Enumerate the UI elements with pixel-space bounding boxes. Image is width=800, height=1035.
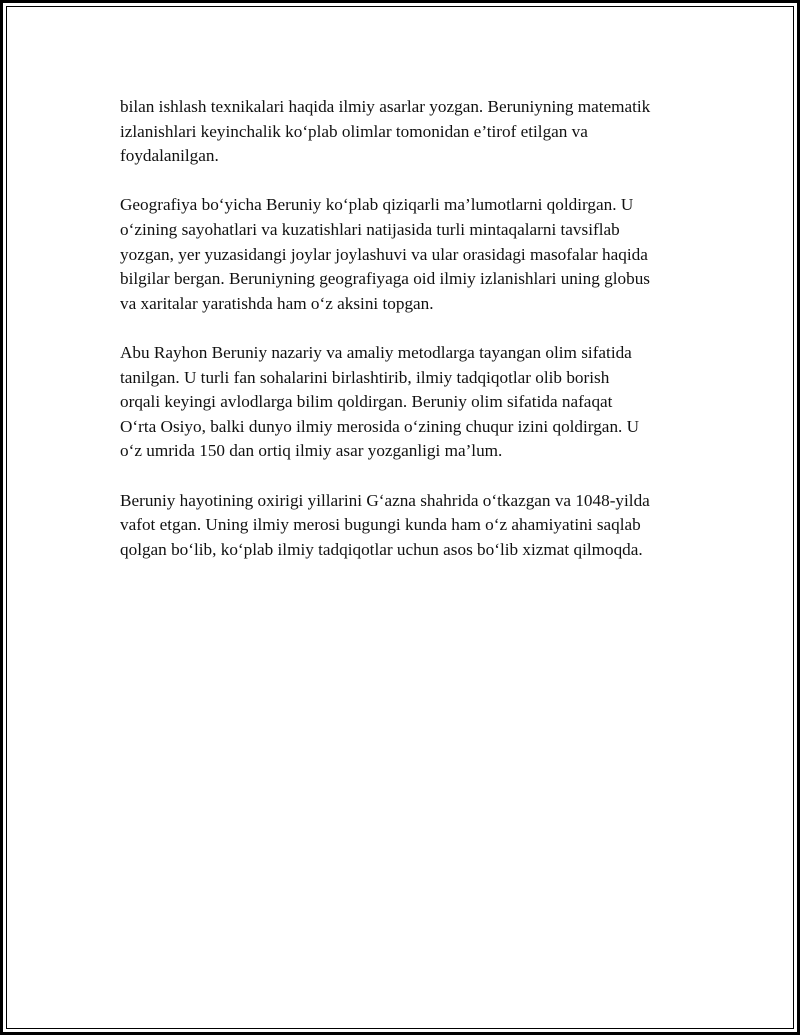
text-line: Geografiya bo‘yicha Beruniy ko‘plab qiziqarli ma’lumotlarni qoldirgan. U: [120, 195, 634, 215]
document-body: [120, 95, 700, 587]
text-line: Abu Rayhon Beruniy nazariy va amaliy metodlarga tayangan olim sifatida: [120, 342, 632, 362]
text-line: bilan ishlash texnikalari haqida ilmiy asarlar yozgan. Beruniyning matematik: [120, 97, 651, 116]
text-line: Beruniy hayotining oxirigi yillarini G‘azna shahrida o‘tkazgan va 1048-yilda: [120, 490, 650, 510]
text-line: bilgilar bergan. Beruniyning geografiyaga oid ilmiy izlanishlari uning globus: [120, 269, 651, 289]
paragraph-final-years: [120, 489, 700, 563]
text-line: vafot etgan. Uning ilmiy merosi bugungi kunda ham o‘z ahamiyatini saqlab: [120, 515, 641, 535]
text-line: orqali keyingi avlodlarga bilim qoldirgan. Beruniy olim sifatida nafaqat: [120, 392, 613, 412]
text-line: yozgan, yer yuzasidangi joylar joylashuvi va ular orasidagi masofalar haqida: [120, 244, 648, 264]
text-line: o‘zining sayohatlari va kuzatishlari natijasida turli mintaqalarni tavsiflab: [120, 219, 620, 239]
paragraph-methods: [120, 341, 700, 464]
text-line: izlanishlari keyinchalik ko‘plab olimlar tomonidan e’tirof etilgan va: [120, 121, 588, 141]
paragraph-geography: [120, 193, 700, 316]
text-line: O‘rta Osiyo, balki dunyo ilmiy merosida o‘zining chuqur izini qoldirgan. U: [120, 416, 640, 436]
text-line: o‘z umrida 150 dan ortiq ilmiy asar yozganligi ma’lum.: [120, 441, 503, 461]
text-line: qolgan bo‘lib, ko‘plab ilmiy tadqiqotlar uchun asos bo‘lib xizmat qilmoqda.: [120, 539, 643, 559]
text-line: va xaritalar yaratishda ham o‘z aksini topgan.: [120, 293, 434, 313]
text-line: tanilgan. U turli fan sohalarini birlashtirib, ilmiy tadqiqotlar olib borish: [120, 367, 610, 387]
paragraph-mathematics: [120, 95, 700, 169]
text-line: foydalanilgan.: [120, 146, 219, 166]
